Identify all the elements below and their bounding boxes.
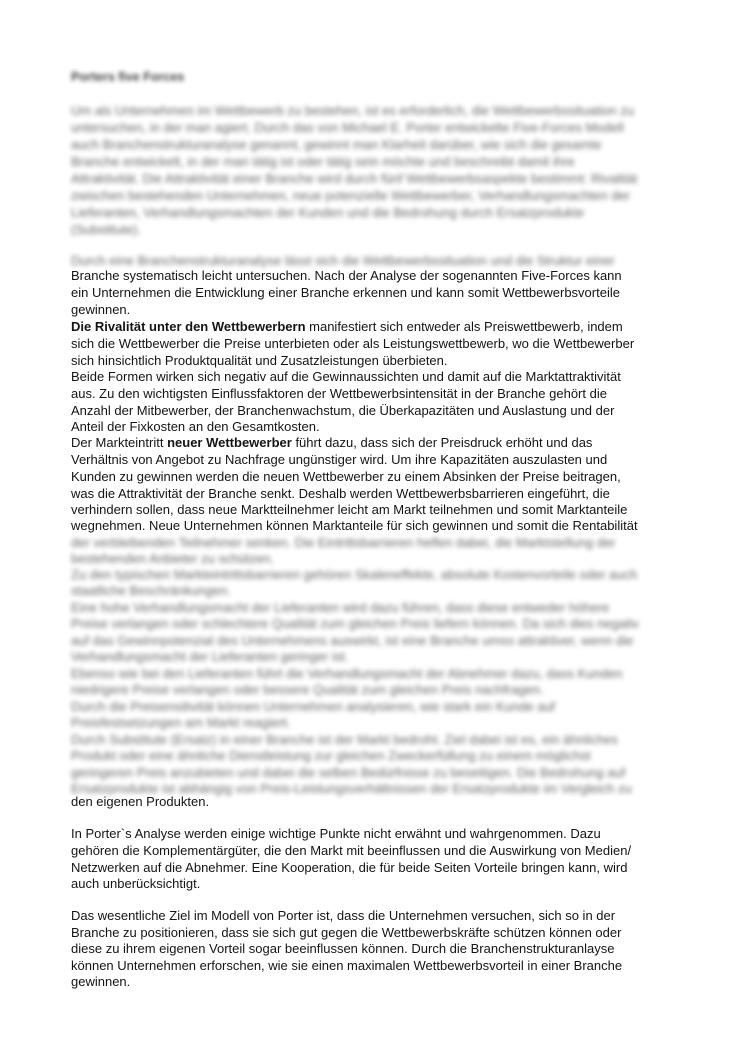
text-line: gewinnen.: [71, 974, 131, 989]
text-line: können Unternehmen erforschen, wie sie einen maximalen Wettbewerbsvorteil in einer Branche: [71, 958, 623, 973]
text-span: manifestiert sich entweder als Preiswettbewerb, indem: [305, 319, 623, 334]
text-line: Anzahl der Mitbewerber, der Branchenwachstum, die Überkapazitäten und Auslastung und der: [71, 403, 615, 418]
text-line: Branche zu positionieren, dass sie sich gut gegen die Wettbewerbskräfte schützen können oder: [71, 925, 622, 940]
text-line: Netzwerken auf die Abnehmer. Eine Kooperation, die für beide Seiten Vorteile bringen kann, wird: [71, 860, 628, 875]
text-line: auch unberücksichtigt.: [71, 876, 201, 891]
text-line: den eigenen Produkten.: [71, 794, 210, 809]
blurred-text-line: Attraktivität. Die Attraktivität einer Branche wird durch fünf Wettbewerbsaspekte bestimmt: Rivalität: [71, 171, 638, 186]
blurred-text-line: Um als Unternehmen im Wettbewerb zu bestehen, ist es erforderlich, die Wettbewerbssituation zu: [71, 103, 635, 118]
text-line: diese zu ihrem eigenen Vorteil sogar beeinflussen können. Durch die Branchenstrukturanlayse: [71, 941, 615, 956]
text-line: gehören die Komplementärgüter, die den Markt mit beeinflussen und die Auswirkung von Medien/: [71, 843, 632, 858]
blurred-text-line: Ersatzprodukte ist abhängig von Preis-Leistungsverhältnissen der Ersatzprodukte im Vergleich zu: [71, 781, 632, 796]
blurred-text-line: niedrigere Preise verlangen oder bessere Qualität zum gleichen Preis nachfragen.: [71, 682, 544, 697]
text-line: In Porter`s Analyse werden einige wichtige Punkte nicht erwähnt und wahrgenommen. Dazu: [71, 826, 601, 841]
text-line: Branche systematisch leicht untersuchen. Nach der Analyse der sogenannten Five-Forces kann: [71, 268, 622, 283]
blurred-text-line: Branche entwickelt, in der man tätig ist oder tätig sein möchte und beschreibt damit ihre: [71, 154, 575, 169]
text-line: [71, 319, 683, 335]
blurred-text-line: Ebenso wie bei den Lieferanten führt die Verhandlungsmacht der Abnehmer dazu, dass Kunden: [71, 666, 623, 681]
blurred-text-line: (Substitute).: [71, 222, 142, 237]
text-line: wegnehmen. Neue Unternehmen können Marktanteile für sich gewinnen und somit die Rentabilität: [71, 518, 638, 533]
blurred-text-line: Zu den typischen Markteintrittsbarrieren gehören Skaleneffekte, absolute Kostenvorteile oder auch: [71, 567, 638, 582]
text-span: Der Markteintritt: [71, 435, 168, 450]
blurred-text-line: Eine hohe Verhandlungsmacht der Lieferanten wird dazu führen, dass diese entweder höhere: [71, 600, 610, 615]
blurred-text-line: staatliche Beschränkungen.: [71, 583, 231, 598]
text-line: Das wesentliche Ziel im Modell von Porter ist, dass die Unternehmen versuchen, sich so in der: [71, 908, 616, 923]
text-span: führt dazu, dass sich der Preisdruck erhöht und das: [291, 435, 593, 450]
blurred-text-line: Verhandlungsmacht der Lieferanten geringer ist.: [71, 649, 349, 664]
blurred-text-line: auch Branchenstrukturanalyse genannt, gewinnt man Klarheit darüber, wie sich die gesamte: [71, 137, 602, 152]
document-title: Porters five Forces: [71, 70, 185, 84]
text-line: Verhältnis von Angebot zu Nachfrage ungünstiger wird. Um ihre Kapazitäten auszulasten und: [71, 452, 608, 467]
text-line: sich die Wettbewerber die Preise unterbieten oder als Leistungswettbewerb, wo die Wettbewerber: [71, 336, 635, 351]
blurred-text-line: zwischen bestehenden Unternehmen, neue potenzielle Wettbewerber, Verhandlungsmachten der: [71, 188, 631, 203]
blurred-text-line: auf das Gewinnpotenzial des Unternehmens auswirkt, ist eine Branche umso attraktiver, wenn die: [71, 633, 634, 648]
text-line: gewinnen.: [71, 302, 131, 317]
blurred-text-line: Preisfestsetzungen am Markt reagiert.: [71, 715, 291, 730]
blurred-text-line: untersuchen, in der man agiert. Durch das von Michael E. Porter entwickelte Five-Forces Modell: [71, 120, 624, 135]
blurred-text-line: der verbleibenden Teilnehmer senken. Die Eintrittsbarrieren helfen dabei, die Marktstellung der: [71, 535, 616, 550]
blurred-text-line: geringeren Preis anzubieten und dabei die selben Bedürfnisse zu beseitigen. Die Bedrohung auf: [71, 765, 626, 780]
text-line: Kunden zu gewinnen werden die neuen Wettbewerber zu einem Absinken der Preise beitragen,: [71, 469, 621, 484]
blurred-text-line: Preise verlangen oder schlechtere Qualität zum gleichen Preis liefern können. Da sich dies negativ: [71, 616, 639, 631]
text-line: sich hinsichtlich Produktqualität und Zusatzleistungen überbieten.: [71, 353, 448, 368]
text-line: [71, 435, 683, 451]
blurred-text-line: Durch eine Branchenstrukturanalyse lässt sich die Wettbewerbssituation und die Struktur einer: [71, 253, 615, 268]
text-line: ein Unternehmen die Entwicklung einer Branche erkennen und kann somit Wettbewerbsvorteile: [71, 285, 620, 300]
text-line: Beide Formen wirken sich negativ auf die Gewinnaussichten und damit auf die Marktattraktivität: [71, 369, 621, 384]
text-line: was die Attraktivität der Branche senkt. Deshalb werden Wettbewerbsbarrieren eingeführt, die: [71, 486, 610, 501]
blurred-text-line: bestehenden Anbieter zu schützen.: [71, 551, 275, 566]
text-line: aus. Zu den wichtigsten Einflussfaktoren der Wettbewerbsintensität in der Branche gehört die: [71, 386, 607, 401]
text-line: Anteil der Fixkosten an den Gesamtkosten.: [71, 419, 320, 434]
blurred-text-line: Lieferanten, Verhandlungsmachten der Kunden und die Bedrohung durch Ersatzprodukte: [71, 205, 585, 220]
blurred-text-line: Durch Substitute (Ersatz) in einer Branche ist der Markt bedroht. Ziel dabei ist es, ein ähnliches: [71, 732, 618, 747]
blurred-text-line: Durch die Preisensitivität können Unternehmen analysieren, wie stark ein Kunde auf: [71, 699, 556, 714]
blurred-text-line: Produkt oder eine ähnliche Dienstleistung zur gleichen Zweckerfüllung zu einem möglichst: [71, 748, 591, 763]
bold-term: neuer Wettbewerber: [167, 435, 292, 450]
bold-term: Die Rivalität unter den Wettbewerbern: [71, 319, 306, 334]
text-line: verhindern sollen, dass neue Marktteilnehmer leicht am Markt teilnehmen und somit Marktanteile: [71, 502, 628, 517]
